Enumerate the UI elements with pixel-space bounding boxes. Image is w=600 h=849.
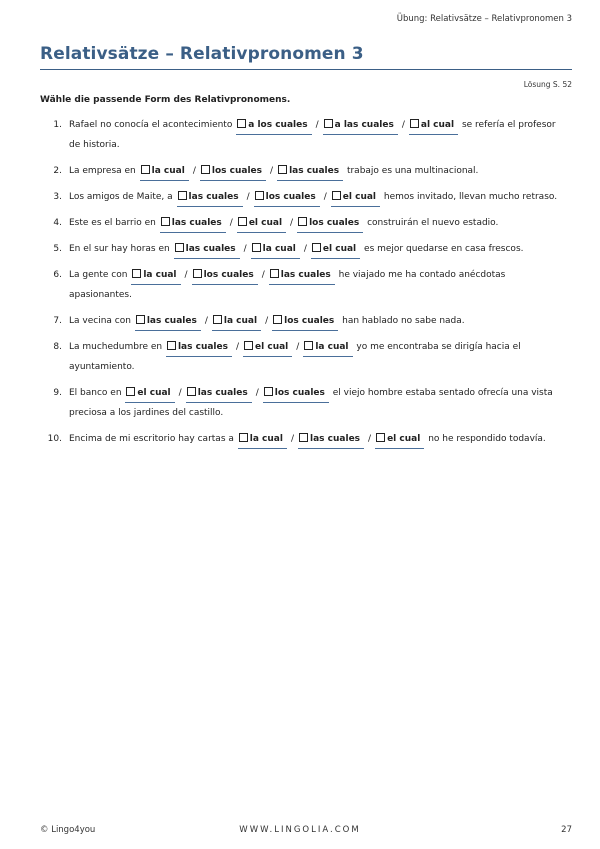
option-separator: /: [255, 388, 259, 398]
option-label: los cuales: [265, 192, 316, 202]
sentence-start: La muchedumbre en: [69, 342, 163, 352]
option-label: los cuales: [309, 218, 360, 228]
option-label: a los cuales: [248, 120, 308, 130]
item-number: 3.: [53, 192, 62, 202]
answer-option[interactable]: [251, 241, 300, 259]
checkbox-icon[interactable]: [187, 387, 196, 396]
answer-option[interactable]: [375, 431, 424, 449]
option-separator: /: [296, 342, 300, 352]
sentence-end: es mejor quedarse en casa frescos.: [364, 244, 524, 254]
sentence-start: Encima de mi escritorio hay cartas a: [69, 434, 234, 444]
option-separator: /: [204, 316, 208, 326]
item-sentence: [69, 239, 560, 259]
answer-option[interactable]: [311, 241, 360, 259]
item-sentence: [69, 161, 560, 181]
item-sentence: [69, 429, 560, 449]
answer-option[interactable]: [254, 189, 320, 207]
option-label: los cuales: [203, 270, 254, 280]
exercise-item: [40, 187, 560, 207]
answer-option[interactable]: [200, 163, 266, 181]
option-label: las cuales: [185, 244, 236, 254]
option-separator: /: [270, 166, 274, 176]
checkbox-icon[interactable]: [244, 341, 253, 350]
checkbox-icon[interactable]: [136, 315, 145, 324]
instruction: Wähle die passende Form des Relativpronomens.: [40, 95, 291, 105]
option-label: el cual: [248, 218, 283, 228]
checkbox-icon[interactable]: [299, 433, 308, 442]
option-label: las cuales: [188, 192, 239, 202]
footer-website: WWW.LINGOLIA.COM: [239, 825, 361, 835]
option-separator: /: [401, 120, 405, 130]
header-exercise-label: Übung: Relativsätze – Relativpronomen 3: [396, 14, 572, 24]
checkbox-icon[interactable]: [332, 191, 341, 200]
option-label: los cuales: [284, 316, 335, 326]
checkbox-icon[interactable]: [178, 191, 187, 200]
option-label: las cuales: [310, 434, 361, 444]
option-label: el cual: [342, 192, 377, 202]
page-number: 27: [561, 825, 572, 835]
sentence-start: La gente con: [69, 270, 128, 280]
checkbox-icon[interactable]: [252, 243, 261, 252]
option-separator: /: [243, 244, 247, 254]
item-number: 9.: [53, 388, 62, 398]
option-label: las cuales: [280, 270, 331, 280]
answer-option[interactable]: [186, 385, 252, 403]
option-separator: /: [303, 244, 307, 254]
option-separator: /: [315, 120, 319, 130]
option-separator: /: [261, 270, 265, 280]
answer-option[interactable]: [331, 189, 380, 207]
item-sentence: [69, 311, 560, 331]
item-number: 10.: [47, 434, 62, 444]
checkbox-icon[interactable]: [213, 315, 222, 324]
answer-option[interactable]: [174, 241, 240, 259]
answer-option[interactable]: [237, 215, 286, 233]
sentence-end: se refería el profesor de historia.: [69, 120, 556, 150]
option-separator: /: [368, 434, 372, 444]
answer-option[interactable]: [212, 313, 261, 331]
sentence-start: Rafael no conocía el acontecimiento: [69, 120, 233, 130]
option-separator: /: [290, 434, 295, 444]
answer-option[interactable]: [135, 313, 201, 331]
answer-option[interactable]: [192, 267, 258, 285]
answer-option[interactable]: [409, 117, 458, 135]
checkbox-icon[interactable]: [270, 269, 279, 278]
item-sentence: [69, 187, 560, 207]
page-title: Relativsätze – Relativpronomen 3: [40, 44, 572, 70]
checkbox-icon[interactable]: [304, 341, 313, 350]
answer-option[interactable]: [140, 163, 189, 181]
option-label: las cuales: [171, 218, 222, 228]
sentence-end: he viajado me ha contado anécdotas apasionantes.: [69, 270, 506, 300]
option-label: la cual: [315, 342, 349, 352]
exercise-item: [40, 115, 560, 155]
option-label: las cuales: [289, 166, 340, 176]
exercise-item: [40, 161, 560, 181]
answer-option[interactable]: [269, 267, 335, 285]
answer-option[interactable]: [131, 267, 180, 285]
option-separator: /: [323, 192, 327, 202]
exercise-item: [40, 213, 560, 233]
answer-option[interactable]: [236, 117, 311, 135]
answer-option[interactable]: [238, 431, 287, 449]
option-separator: /: [246, 192, 250, 202]
sentence-start: En el sur hay horas en: [69, 244, 170, 254]
sentence-start: Los amigos de Maite, a: [69, 192, 173, 202]
answer-option[interactable]: [303, 339, 352, 357]
checkbox-icon[interactable]: [324, 119, 333, 128]
checkbox-icon[interactable]: [255, 191, 264, 200]
exercise-item: [40, 239, 560, 259]
option-label: las cuales: [177, 342, 228, 352]
item-number: 5.: [53, 244, 62, 254]
sentence-end: no he respondido todavía.: [428, 434, 546, 444]
solution-reference: Lösung S. 52: [523, 80, 572, 89]
item-number: 6.: [53, 270, 62, 280]
option-separator: /: [184, 270, 188, 280]
checkbox-icon[interactable]: [201, 165, 210, 174]
item-sentence: [69, 383, 560, 423]
answer-option[interactable]: [125, 385, 174, 403]
checkbox-icon[interactable]: [238, 217, 247, 226]
checkbox-icon[interactable]: [298, 217, 307, 226]
exercise-item: [40, 265, 560, 305]
item-number: 7.: [53, 316, 62, 326]
checkbox-icon[interactable]: [239, 433, 248, 442]
checkbox-icon[interactable]: [161, 217, 170, 226]
option-label: el cual: [255, 342, 289, 352]
answer-option[interactable]: [297, 215, 363, 233]
exercise-item: [40, 311, 560, 331]
option-label: los cuales: [211, 166, 263, 176]
item-sentence: [69, 337, 560, 377]
option-separator: /: [229, 218, 233, 228]
exercise-list: [40, 115, 560, 455]
option-label: al cual: [420, 120, 455, 130]
answer-option[interactable]: [263, 385, 329, 403]
item-number: 1.: [53, 120, 62, 130]
option-separator: /: [192, 166, 196, 176]
option-label: el cual: [137, 388, 171, 398]
option-label: el cual: [387, 434, 421, 444]
sentence-start: La vecina con: [69, 316, 131, 326]
sentence-end: yo me encontraba se dirigía hacia el ayuntamiento.: [69, 342, 521, 372]
option-label: las cuales: [146, 316, 197, 326]
option-label: las cuales: [197, 388, 248, 398]
option-separator: /: [235, 342, 240, 352]
exercise-item: [40, 337, 560, 377]
answer-option[interactable]: [243, 339, 292, 357]
checkbox-icon[interactable]: [132, 269, 141, 278]
item-sentence: [69, 265, 560, 305]
answer-option[interactable]: [298, 431, 364, 449]
checkbox-icon[interactable]: [237, 119, 246, 128]
checkbox-icon[interactable]: [273, 315, 282, 324]
option-separator: /: [265, 316, 269, 326]
answer-option[interactable]: [323, 117, 398, 135]
item-number: 8.: [53, 342, 62, 352]
checkbox-icon[interactable]: [167, 341, 176, 350]
sentence-start: La empresa en: [69, 166, 136, 176]
sentence-start: El banco en: [69, 388, 122, 398]
option-separator: /: [290, 218, 294, 228]
checkbox-icon[interactable]: [278, 165, 287, 174]
option-label: los cuales: [274, 388, 325, 398]
item-sentence: [69, 213, 560, 233]
answer-option[interactable]: [272, 313, 338, 331]
answer-option[interactable]: [166, 339, 232, 357]
item-sentence: [69, 115, 560, 155]
sentence-end: hemos invitado, llevan mucho retraso.: [383, 192, 558, 202]
checkbox-icon[interactable]: [126, 387, 135, 396]
sentence-end: trabajo es una multinacional.: [346, 166, 479, 176]
exercise-item: [40, 383, 560, 423]
answer-option[interactable]: [277, 163, 343, 181]
item-number: 2.: [53, 166, 62, 176]
checkbox-icon[interactable]: [312, 243, 321, 252]
sentence-end: construirán el nuevo estadio.: [367, 218, 499, 228]
sentence-start: Este es el barrio en: [69, 218, 156, 228]
footer-copyright: © Lingo4you: [40, 825, 96, 835]
exercise-item: [40, 429, 560, 449]
option-label: la cual: [223, 316, 258, 326]
option-separator: /: [178, 388, 182, 398]
answer-option[interactable]: [177, 189, 243, 207]
checkbox-icon[interactable]: [141, 165, 150, 174]
sentence-end: han hablado no sabe nada.: [342, 316, 465, 326]
checkbox-icon[interactable]: [175, 243, 184, 252]
sentence-end: el viejo hombre estaba sentado ofrecía una vista preciosa a los jardines del castillo.: [69, 388, 553, 418]
option-label: el cual: [322, 244, 357, 254]
option-label: la cual: [262, 244, 296, 254]
checkbox-icon[interactable]: [410, 119, 419, 128]
option-label: a las cuales: [334, 120, 394, 130]
checkbox-icon[interactable]: [376, 433, 385, 442]
option-label: la cual: [249, 434, 283, 444]
checkbox-icon[interactable]: [193, 269, 202, 278]
answer-option[interactable]: [160, 215, 226, 233]
option-label: la cual: [151, 166, 185, 176]
option-label: la cual: [143, 270, 177, 280]
item-number: 4.: [53, 218, 62, 228]
checkbox-icon[interactable]: [264, 387, 273, 396]
